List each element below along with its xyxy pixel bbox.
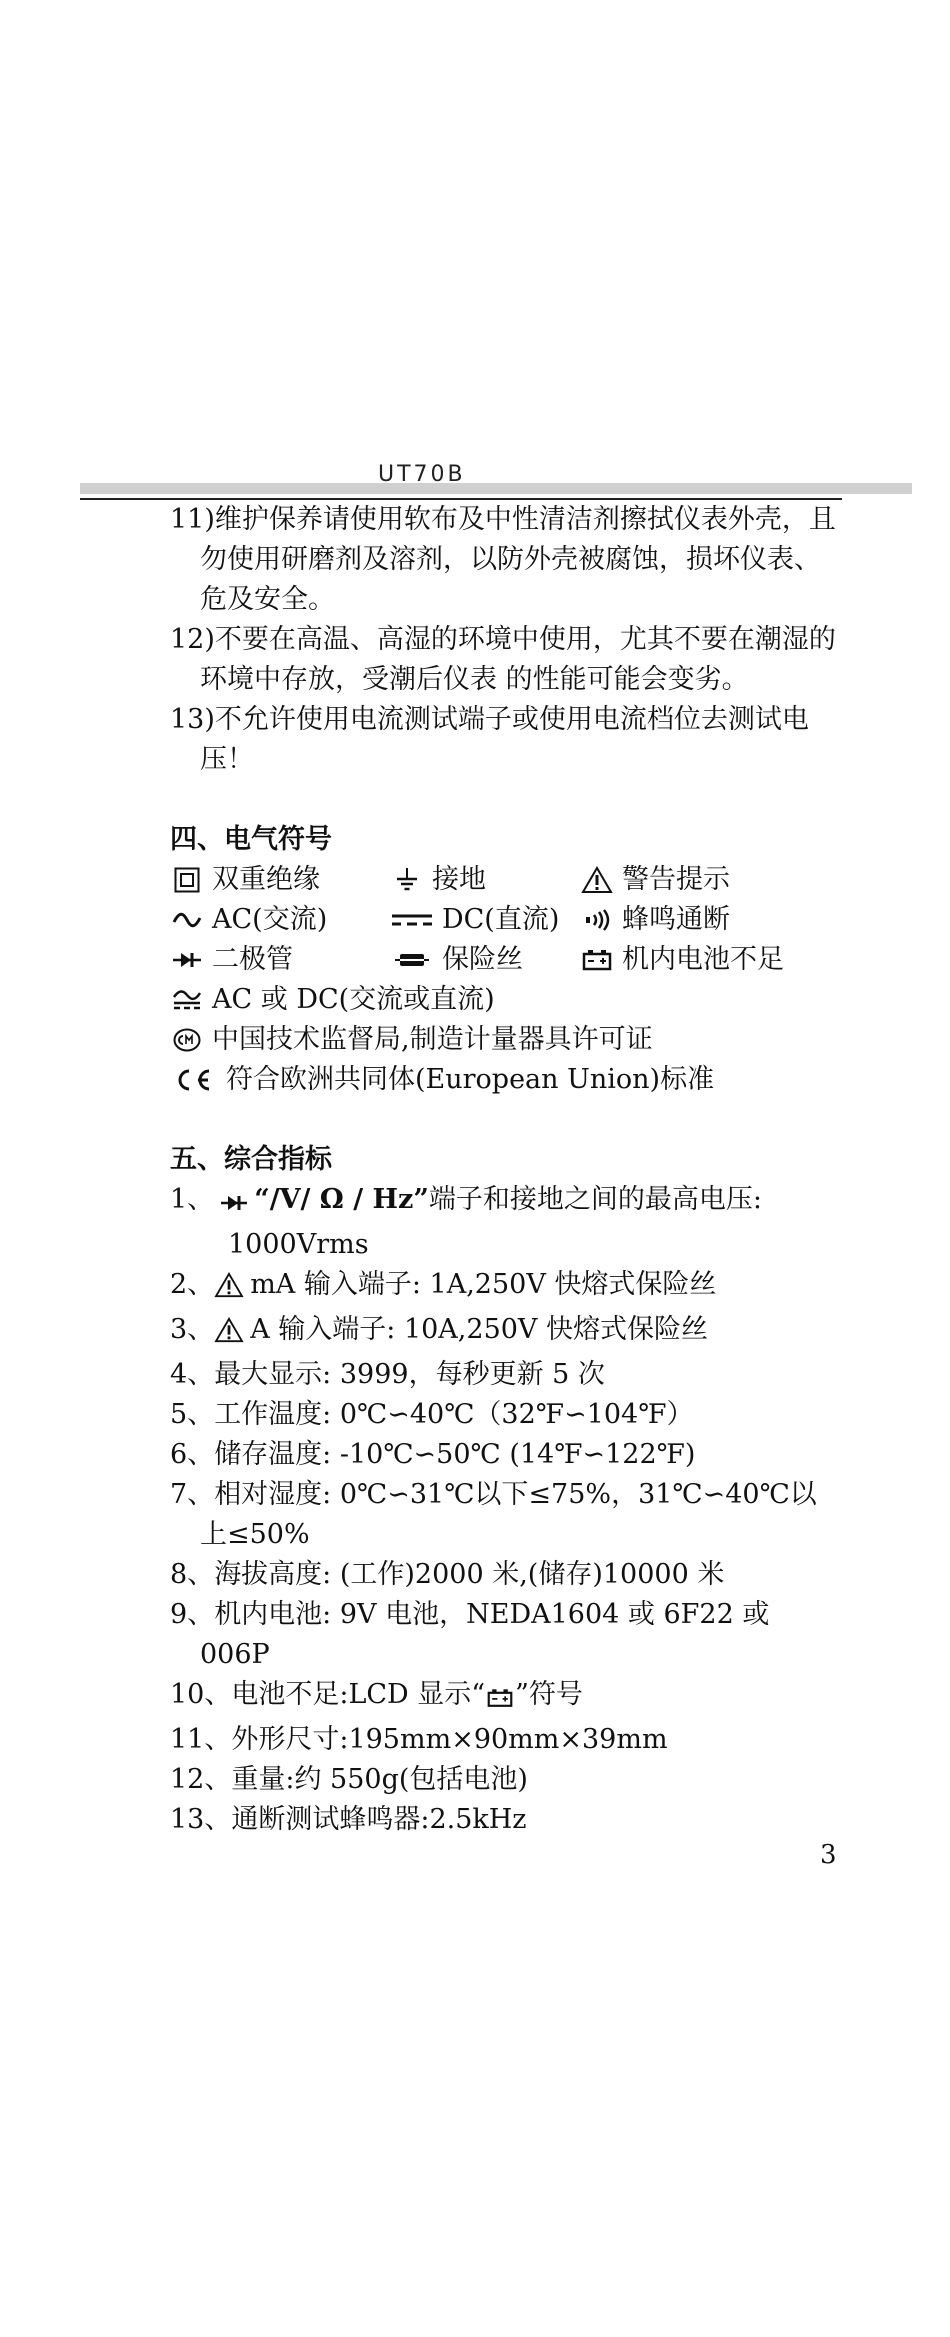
warning-icon xyxy=(580,865,614,895)
spec-item-11: 11、外形尺寸:195mm×90mm×39mm xyxy=(170,1724,668,1755)
symbol-ce: 符合欧洲共同体(European Union)标准 xyxy=(170,1060,842,1100)
warning-icon xyxy=(214,1315,244,1355)
symbol-cmc: 中国技术监督局,制造计量器具许可证 xyxy=(170,1020,842,1060)
symbol-warning: 警告提示 xyxy=(580,860,730,900)
header-bar xyxy=(80,483,912,494)
symbol-buzzer: 蜂鸣通断 xyxy=(580,900,730,940)
spec-item-3: 3、 A 输入端子: 10A,250V 快熔式保险丝 xyxy=(170,1310,842,1355)
symbol-double-insulation: 双重绝缘 xyxy=(170,860,390,900)
symbol-battery-low: 机内电池不足 xyxy=(580,940,784,980)
ac-dc-icon xyxy=(170,985,204,1015)
symbol-ground: 接地 xyxy=(390,860,580,900)
diode-icon xyxy=(220,1185,248,1225)
safety-item-12: 12)不要在高温、高湿的环境中使用，尤其不要在潮湿的环境中存放，受潮后仪表 的性能可能会变劣。 xyxy=(170,624,836,695)
double-insulation-icon xyxy=(170,865,204,895)
spec-item-1: 1、 “/V/ Ω / Hz”端子和接地之间的最高电压: 1000Vrms xyxy=(170,1184,762,1260)
battery-icon xyxy=(487,1680,513,1720)
section-5-title: 五、综合指标 xyxy=(170,1144,332,1175)
spec-item-2: 2、 mA 输入端子: 1A,250V 快熔式保险丝 xyxy=(170,1265,842,1310)
spec-item-8: 8、海拔高度: (工作)2000 米,(储存)10000 米 xyxy=(170,1559,725,1590)
spec-item-4: 4、最大显示: 3999，每秒更新 5 次 xyxy=(170,1359,605,1390)
page-number: 3 xyxy=(820,1840,837,1870)
warning-icon xyxy=(214,1270,244,1310)
symbol-row-2 xyxy=(170,900,842,940)
cmc-mark-icon xyxy=(170,1025,204,1055)
spec-item-13: 13、通断测试蜂鸣器:2.5kHz xyxy=(170,1804,527,1835)
symbol-dc: DC(直流) xyxy=(390,900,580,940)
model-name: UT70B xyxy=(378,462,466,487)
ground-icon xyxy=(390,865,424,895)
section-4-title: 四、电气符号 xyxy=(170,824,332,855)
safety-item-11: 11)维护保养请使用软布及中性清洁剂擦拭仪表外壳，且勿使用研磨剂及溶剂，以防外壳被腐蚀，损坏仪表、危及安全。 xyxy=(170,504,836,615)
spec-item-9: 9、机内电池: 9V 电池，NEDA1604 或 6F22 或 006P xyxy=(170,1599,770,1670)
safety-item-13: 13)不允许使用电流测试端子或使用电流档位去测试电压！ xyxy=(170,704,809,775)
battery-icon xyxy=(580,945,614,975)
spec-item-6: 6、储存温度: -10℃∽50℃ (14℉∽122℉) xyxy=(170,1439,696,1470)
symbol-acdc: AC 或 DC(交流或直流) xyxy=(170,980,842,1020)
symbol-fuse: 保险丝 xyxy=(390,940,580,980)
ac-wave-icon xyxy=(170,905,204,935)
symbol-ac: AC(交流) xyxy=(170,900,390,940)
spec-item-10: 10、电池不足:LCD 显示“ ”符号 xyxy=(170,1675,842,1720)
spec-item-5: 5、工作温度: 0℃∽40℃（32℉∽104℉） xyxy=(170,1399,694,1430)
symbol-diode: 二极管 xyxy=(170,940,390,980)
diode-icon xyxy=(170,945,204,975)
symbol-row-1 xyxy=(170,860,842,900)
ce-mark-icon xyxy=(170,1065,218,1095)
dc-icon xyxy=(390,905,434,935)
fuse-icon xyxy=(390,945,434,975)
symbol-row-3 xyxy=(170,940,842,980)
spec-item-7: 7、相对湿度: 0℃∽31℃以下≤75%，31℃∽40℃以上≤50% xyxy=(170,1479,817,1550)
document-body xyxy=(170,500,842,1840)
buzzer-icon xyxy=(580,905,614,935)
spec-item-12: 12、重量:约 550g(包括电池) xyxy=(170,1764,528,1795)
